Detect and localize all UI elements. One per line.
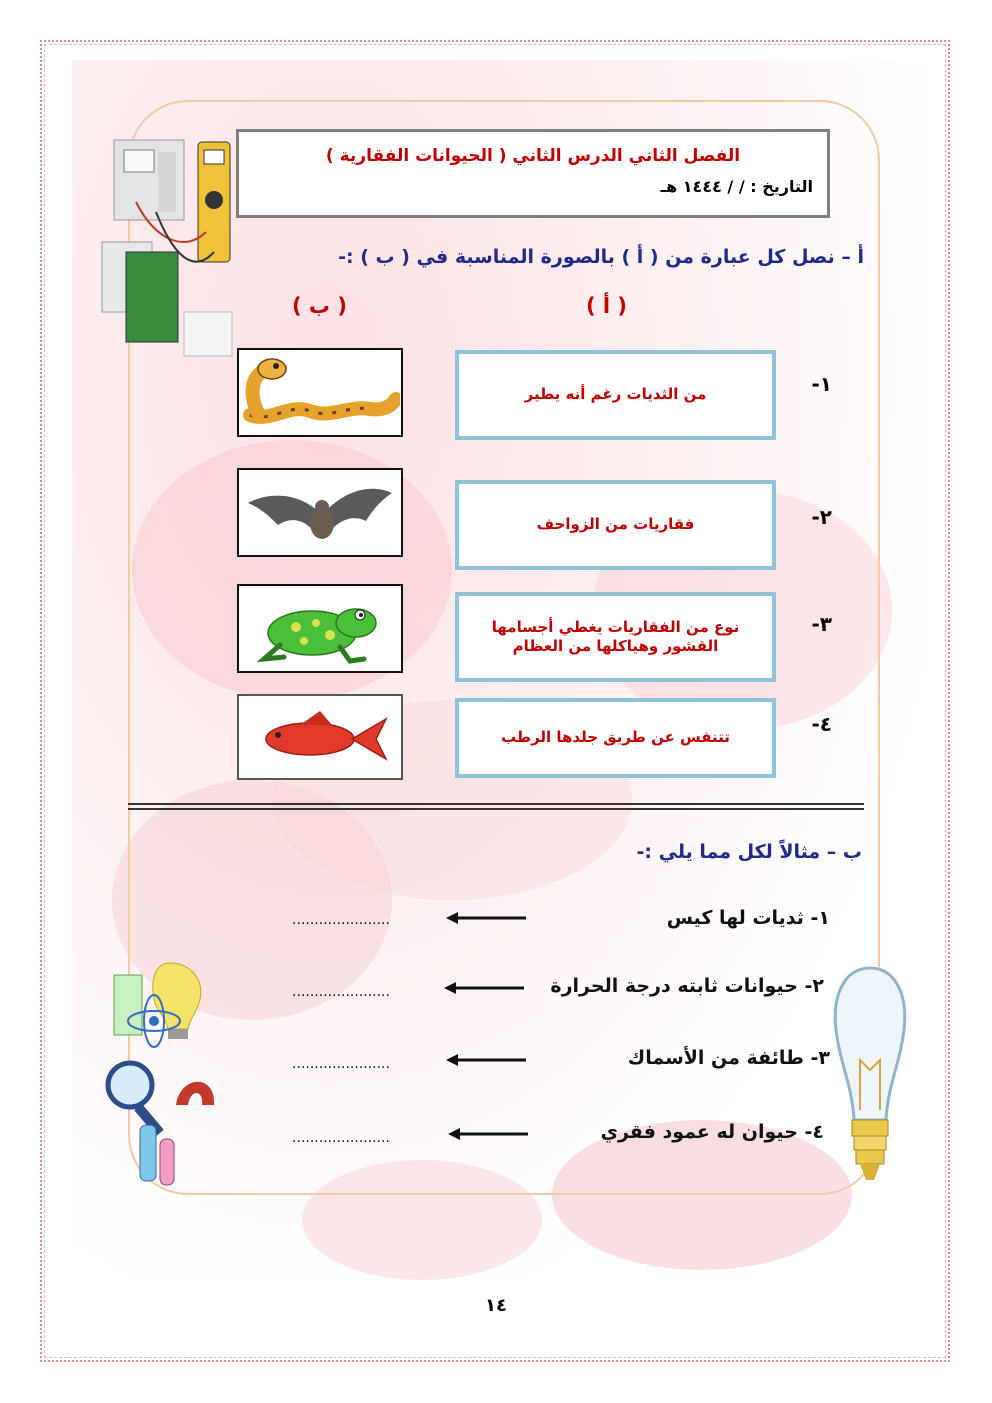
phrase-text: فقاريات من الزواحف — [536, 515, 695, 534]
item-number: ٣- — [811, 612, 832, 636]
phrase-text: نوع من الفقاريات يغطي أجسامها القشور وهياكلها من العظام — [491, 617, 740, 655]
example-item: ٣- طائفة من الأسماك — [627, 1047, 830, 1069]
example-item: ٢- حيوانات ثابته درجة الحرارة — [550, 975, 824, 997]
column-b-label: ( ب ) — [292, 294, 347, 318]
snake-icon — [240, 353, 400, 433]
bat-icon — [240, 473, 400, 553]
section-b-title: ب – مثالاً لكل مما يلي :- — [636, 841, 862, 863]
phrase-text: تتنفس عن طريق جلدها الرطب — [501, 728, 730, 747]
section-divider — [128, 803, 864, 805]
lesson-header — [236, 129, 830, 218]
arrow-left-icon — [448, 1127, 528, 1141]
section-divider — [128, 808, 864, 810]
page-number: ١٤ — [485, 1295, 507, 1316]
phrase-box — [455, 698, 776, 778]
column-a-label: ( أ ) — [586, 294, 628, 318]
answer-blank[interactable]: ...................... — [292, 984, 390, 1000]
light-bulb-illustration — [830, 960, 910, 1220]
answer-blank[interactable]: ...................... — [292, 912, 390, 928]
item-number: ١- — [811, 372, 832, 396]
fish-icon — [240, 697, 400, 777]
phrase-box — [455, 350, 776, 440]
arrow-left-icon — [444, 981, 524, 995]
image-bat — [237, 468, 403, 557]
phrase-text: من الثديات رغم أنه يطير — [524, 385, 707, 404]
example-item: ١- ثديات لها كيس — [666, 907, 830, 929]
section-a-title: أ – نصل كل عبارة من ( أ ) بالصورة المناسبة في ( ب ) :- — [338, 246, 864, 268]
item-number: ٢- — [811, 505, 832, 529]
lesson-title-text: الفصل الثاني الدرس الثاني ( الحيوانات الفقارية ) — [325, 146, 741, 166]
phrase-box — [455, 592, 776, 682]
phrase-box — [455, 480, 776, 570]
answer-blank[interactable]: ...................... — [292, 1130, 390, 1146]
example-item: ٤- حيوان له عمود فقري — [600, 1121, 824, 1143]
lesson-title — [239, 146, 827, 166]
arrow-left-icon — [446, 911, 526, 925]
arrow-left-icon — [446, 1053, 526, 1067]
circuit-illustration — [96, 132, 236, 362]
image-snake — [237, 348, 403, 437]
item-number: ٤- — [811, 712, 832, 736]
image-fish — [237, 694, 403, 780]
image-frog — [237, 584, 403, 673]
science-tools-illustration — [100, 955, 220, 1205]
answer-blank[interactable]: ...................... — [292, 1056, 390, 1072]
date-line: التاريخ : / / ١٤٤٤ هـ — [660, 177, 813, 196]
frog-icon — [240, 589, 400, 669]
